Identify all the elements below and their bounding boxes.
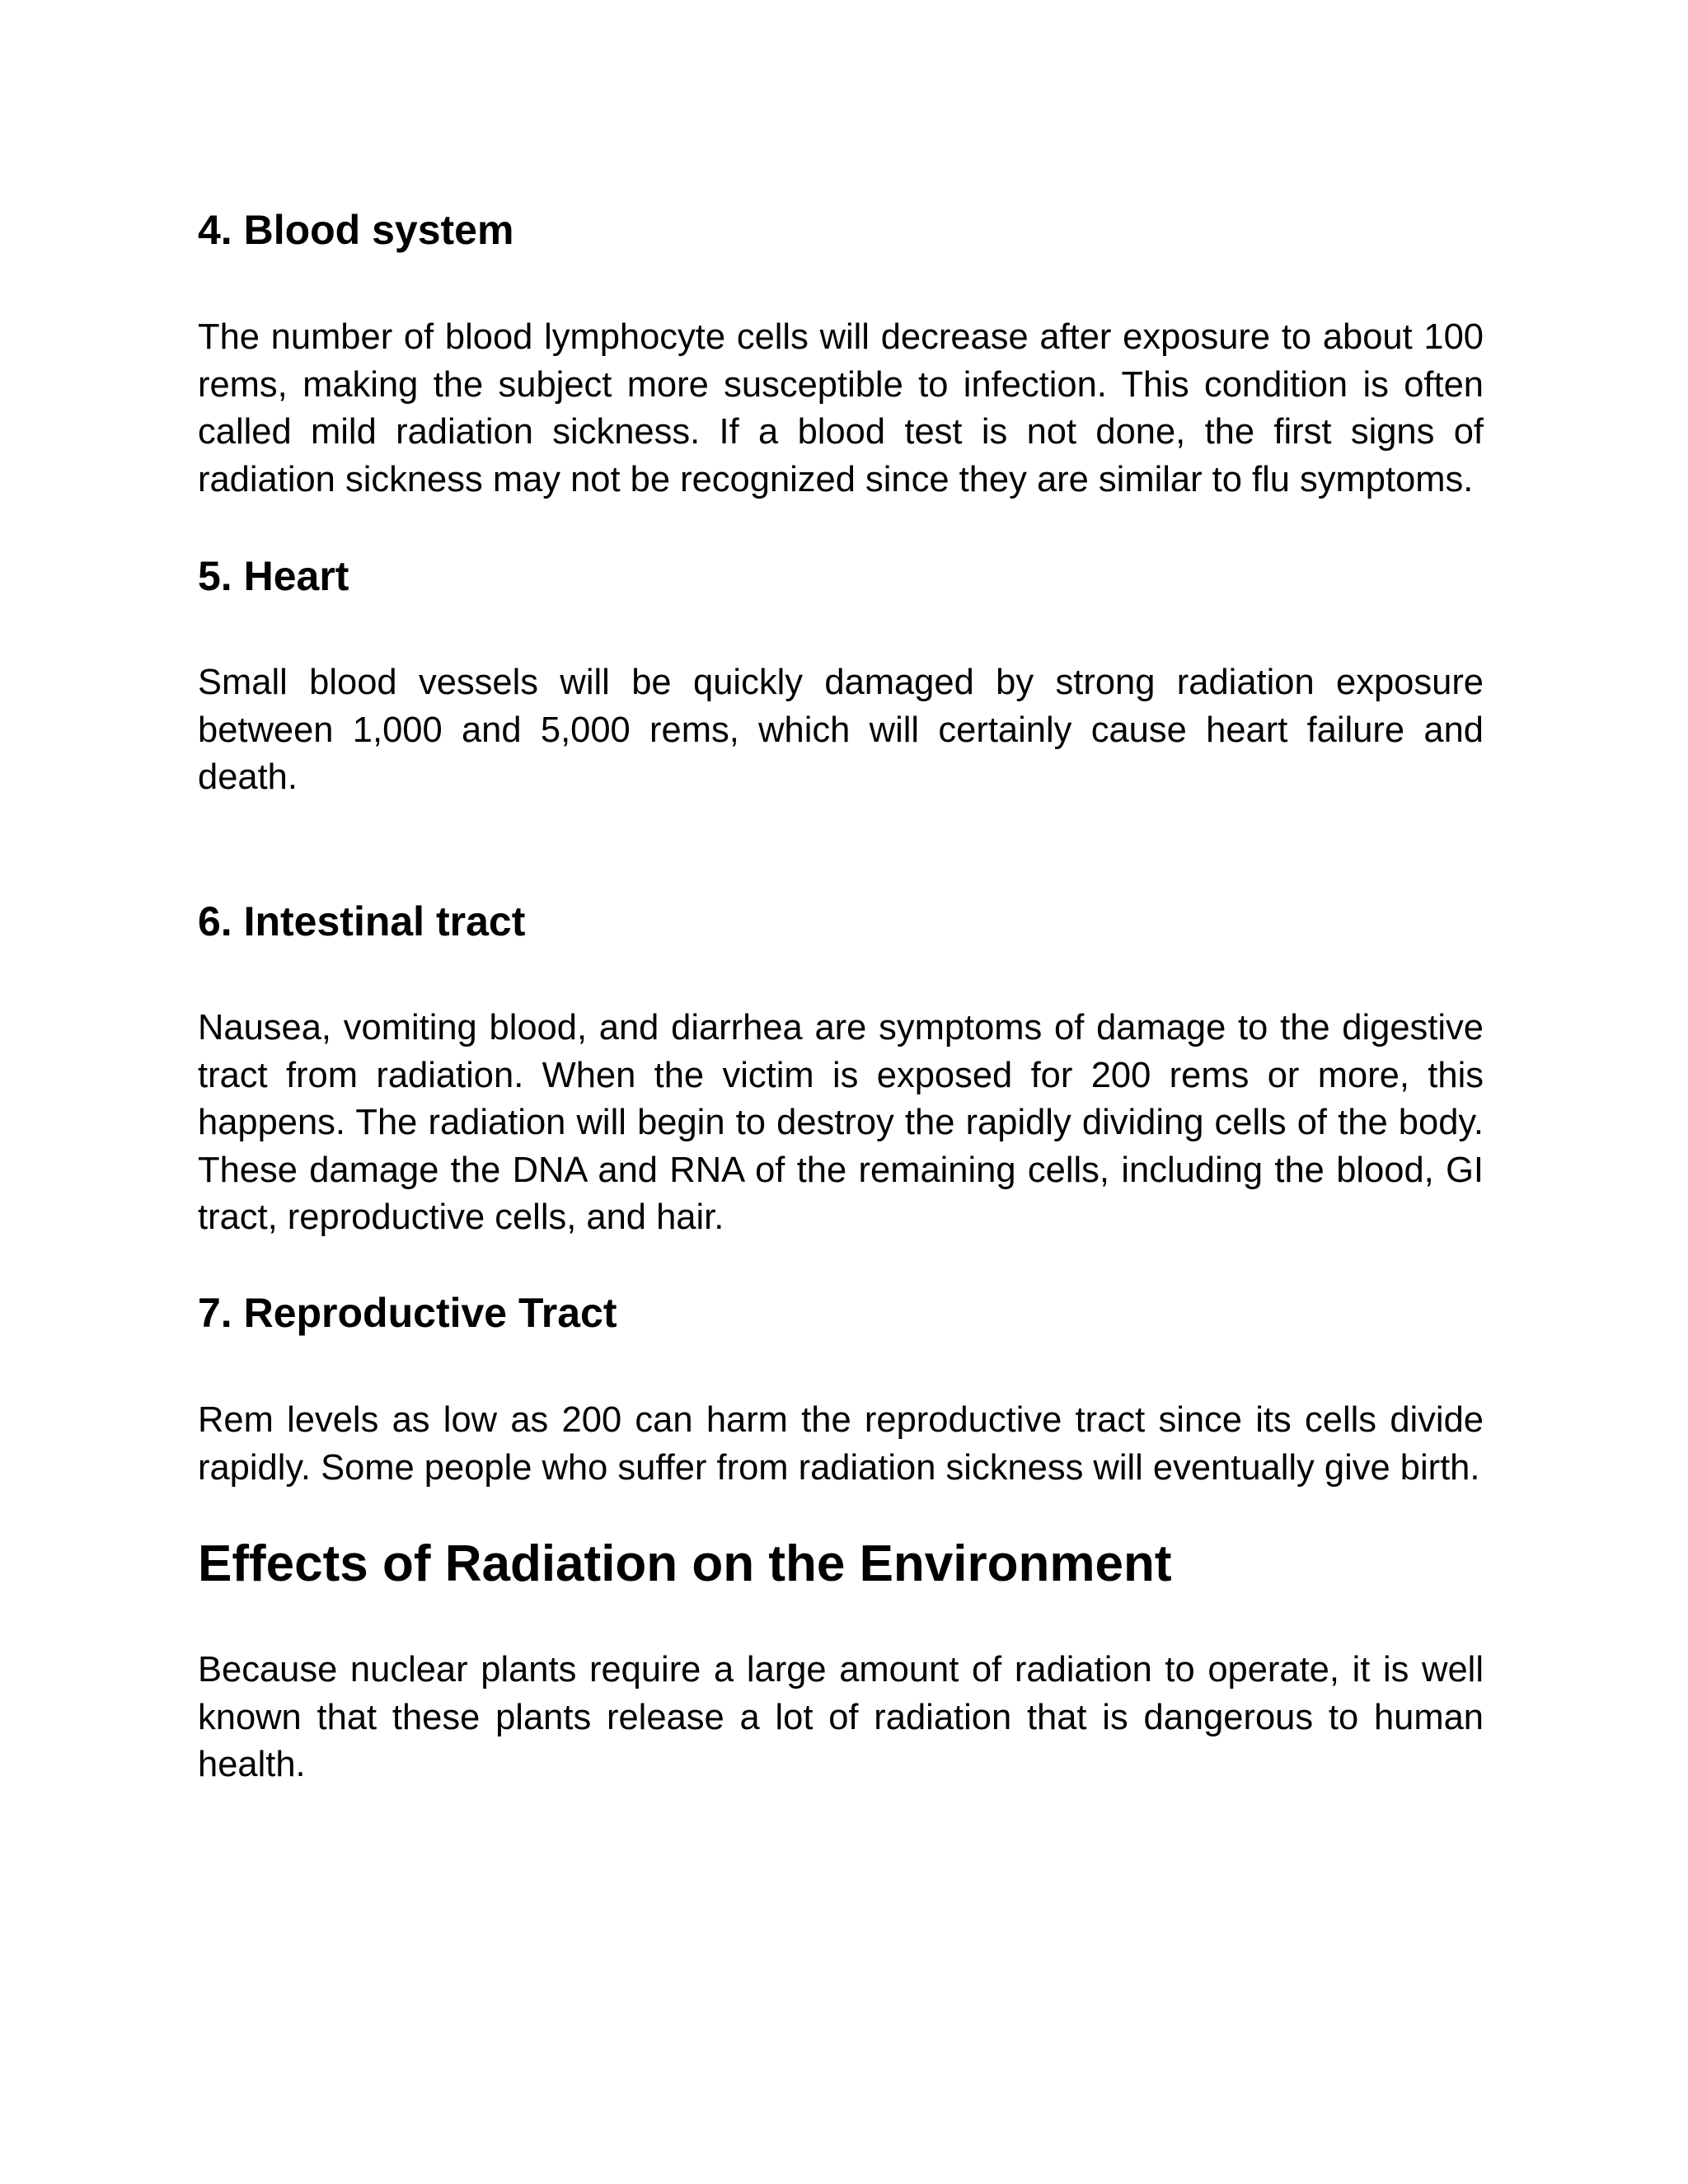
section-heading-reproductive-tract: 7. Reproductive Tract bbox=[198, 1290, 617, 1336]
section-heading-environment: Effects of Radiation on the Environment bbox=[198, 1535, 1172, 1592]
section-body-heart: Small blood vessels will be quickly damaged by strong radiation exposure between 1,000 and 5,000 rems, which will certainly cause heart failure and death. bbox=[198, 663, 1484, 797]
section-body-blood-system: The number of blood lymphocyte cells will decrease after exposure to about 100 rems, making the subject more susceptible to infection. This condition is often called mild radiation sickness. If a blood test is not done, the first signs of radiation sickness may not be recognized since they are similar to flu symptoms. bbox=[198, 317, 1484, 499]
section-heading-blood-system: 4. Blood system bbox=[198, 207, 514, 253]
section-body-environment: Because nuclear plants require a large amount of radiation to operate, it is well known that these plants release a lot of radiation that is dangerous to human health. bbox=[198, 1650, 1484, 1784]
section-body-reproductive-tract: Rem levels as low as 200 can harm the reproductive tract since its cells divide rapidly. Some people who suffer from radiation sickness will eventually give birth. bbox=[198, 1400, 1484, 1488]
section-body-intestinal-tract: Nausea, vomiting blood, and diarrhea are symptoms of damage to the digestive tract from radiation. When the victim is exposed for 200 rems or more, this happens. The radiation will begin to destroy the rapidly dividing cells of the body. These damage the DNA and RNA of the remaining cells, including the blood, GI tract, reproductive cells, and hair. bbox=[198, 1008, 1484, 1237]
section-heading-heart: 5. Heart bbox=[198, 553, 349, 599]
section-heading-intestinal-tract: 6. Intestinal tract bbox=[198, 898, 526, 944]
